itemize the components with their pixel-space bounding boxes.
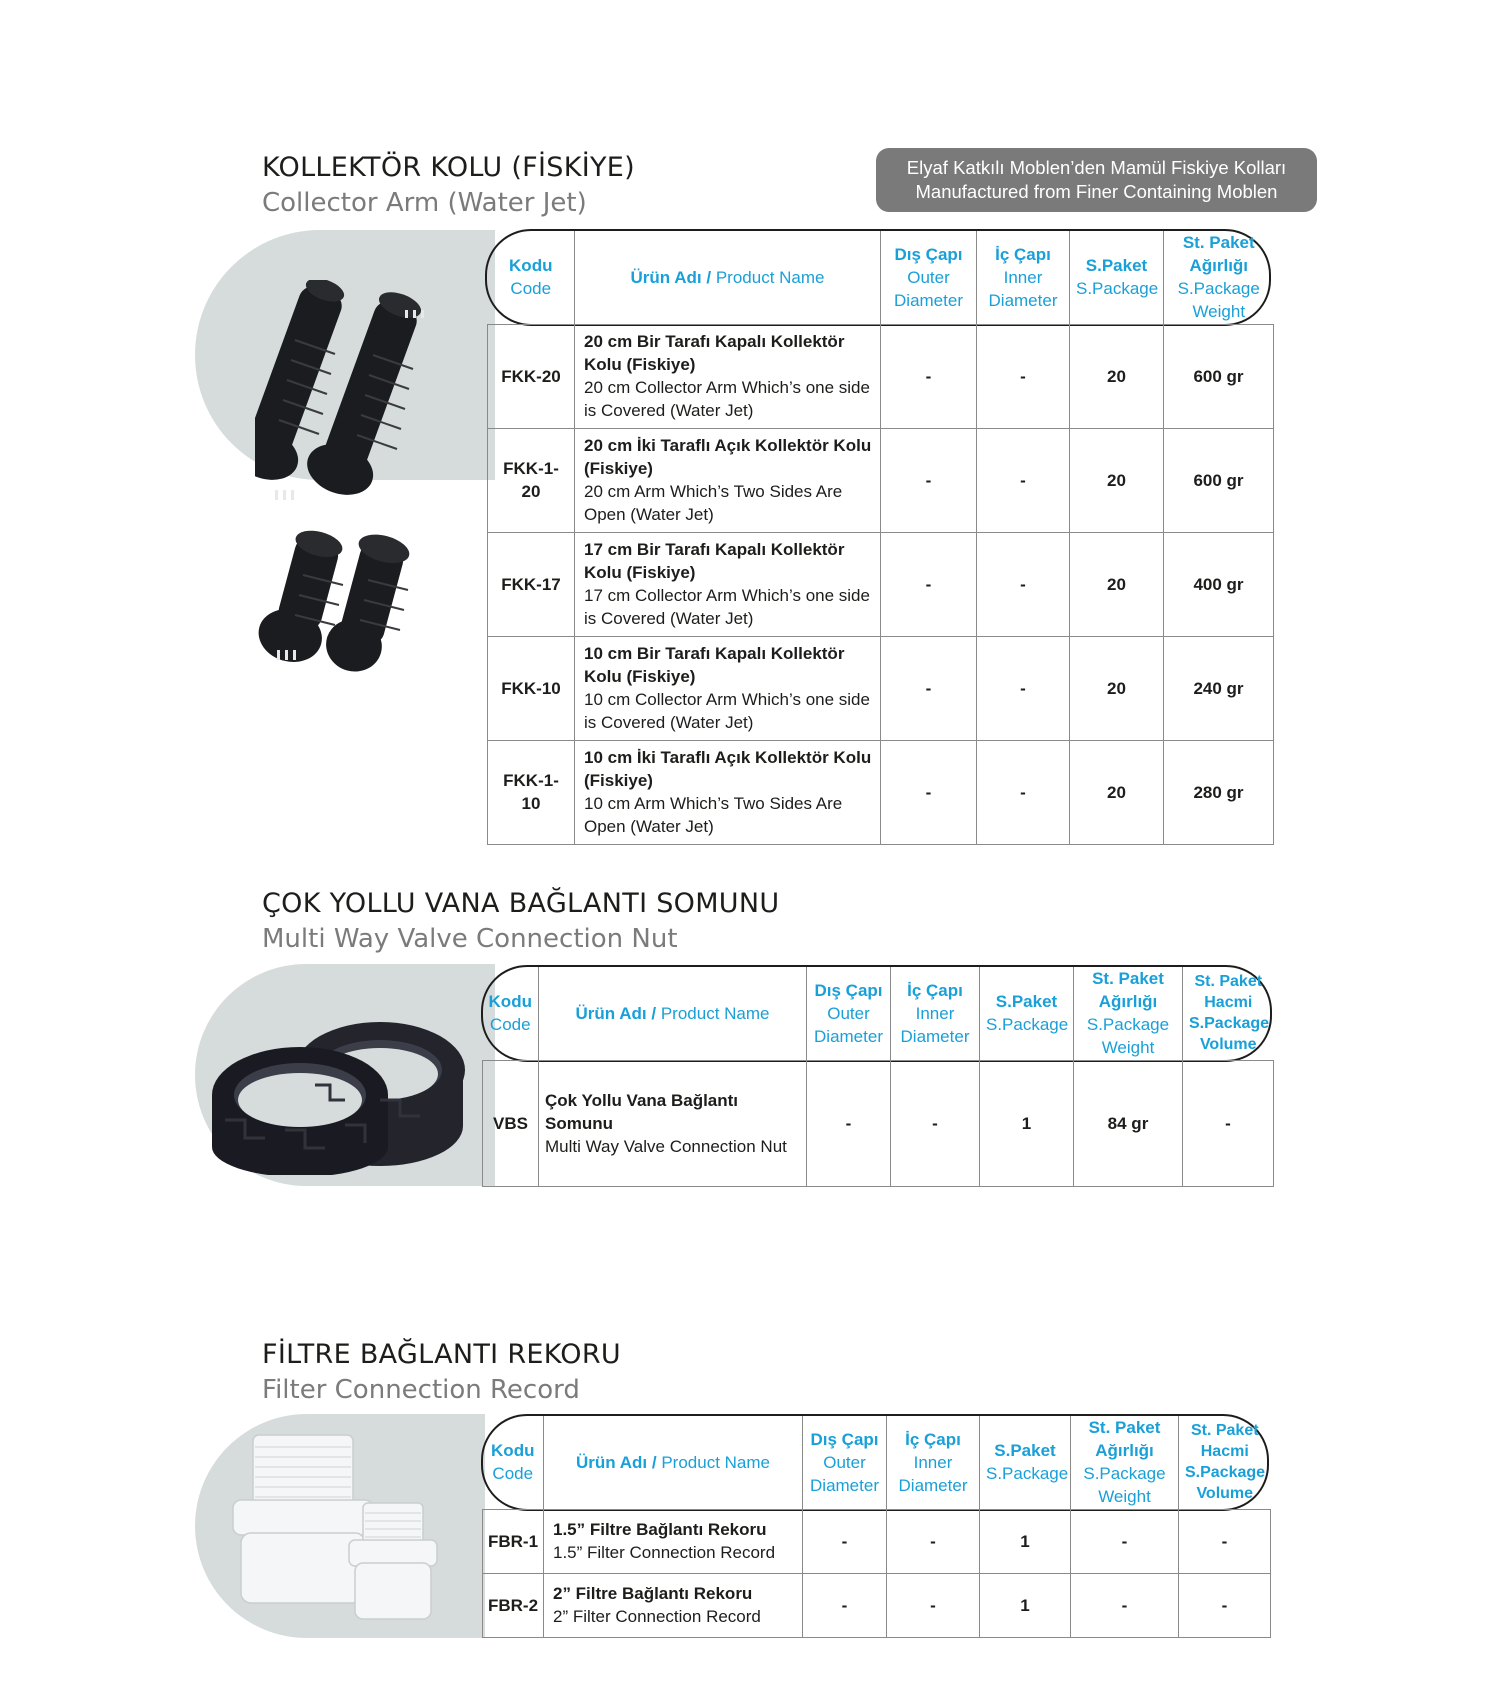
row-code: FBR-2 [483,1573,544,1637]
valve-nut-table [482,967,1274,1187]
fitting-small-thread [363,1503,423,1545]
header-package: S.Paket S.Package [1070,231,1164,324]
row-product-name: Çok Yollu Vana Bağlantı Somunu Multi Way Valve Connection Nut [539,1060,807,1186]
row-inner: - [977,532,1070,636]
row-weight: 400 gr [1164,532,1274,636]
row-weight: 600 gr [1164,428,1274,532]
row-product-name: 2” Filtre Bağlantı Rekoru 2” Filter Connection Record [544,1573,803,1637]
row-package: 20 [1070,428,1164,532]
row-package: 20 [1070,324,1164,428]
row-inner: - [887,1509,980,1573]
section-title-en: Collector Arm (Water Jet) [262,188,587,218]
filter-record-table [482,1416,1271,1638]
row-weight: - [1071,1509,1179,1573]
table-row [483,1573,1271,1637]
section-title-en: Multi Way Valve Connection Nut [262,924,678,954]
row-volume: - [1179,1509,1271,1573]
header-product-name: Ürün Adı / Product Name [539,967,807,1060]
header-outer-diameter: Dış Çapı Outer Diameter [803,1416,887,1509]
row-code: FKK-17 [488,532,575,636]
row-product-name: 20 cm İki Taraflı Açık Kollektör Kolu (Fiskiye) 20 cm Arm Which’s Two Sides Are Open (Water Jet) [575,428,881,532]
section-title-tr: KOLLEKTÖR KOLU (FİSKİYE) [262,152,635,183]
table-header-row [488,231,1274,324]
row-product-name: 10 cm Bir Tarafı Kapalı Kollektör Kolu (Fiskiye) 10 cm Collector Arm Which’s one side is Covered (Water Jet) [575,636,881,740]
row-code: FKK-1-20 [488,428,575,532]
section-title-tr: FİLTRE BAĞLANTI REKORU [262,1339,621,1370]
collector-arm-photo [255,280,455,690]
row-code: FBR-1 [483,1509,544,1573]
row-inner: - [977,636,1070,740]
table-row [488,636,1274,740]
row-package: 1 [980,1573,1071,1637]
header-package-weight: St. Paket Ağırlığı S.Package Weight [1074,967,1183,1060]
row-code: FKK-1-10 [488,740,575,844]
collector-arm-table [487,231,1274,845]
header-product-name: Ürün Adı / Product Name [575,231,881,324]
row-package: 20 [1070,740,1164,844]
section-title-tr: ÇOK YOLLU VANA BAĞLANTI SOMUNU [262,888,780,919]
row-outer: - [881,740,977,844]
row-inner: - [887,1573,980,1637]
row-weight: 240 gr [1164,636,1274,740]
row-volume: - [1179,1573,1271,1637]
row-outer: - [807,1060,891,1186]
row-weight: - [1071,1573,1179,1637]
row-inner: - [977,428,1070,532]
header-product-name: Ürün Adı / Product Name [544,1416,803,1509]
row-outer: - [803,1573,887,1637]
row-product-name: 1.5” Filtre Bağlantı Rekoru 1.5” Filter Connection Record [544,1509,803,1573]
section-title-en: Filter Connection Record [262,1375,580,1405]
table-row [488,740,1274,844]
row-outer: - [881,324,977,428]
row-volume: - [1183,1060,1274,1186]
table-row [488,428,1274,532]
row-weight: 280 gr [1164,740,1274,844]
table-header-row [483,1416,1271,1509]
table-row [483,1509,1271,1573]
row-code: FKK-10 [488,636,575,740]
row-weight: 84 gr [1074,1060,1183,1186]
header-inner-diameter: İç Çapı Inner Diameter [887,1416,980,1509]
table-header-row [483,967,1274,1060]
table-row [483,1060,1274,1186]
row-code: FKK-20 [488,324,575,428]
header-package-volume: St. Paket Hacmi S.Package Volume [1179,1416,1271,1509]
row-outer: - [881,532,977,636]
row-inner: - [891,1060,980,1186]
table-row [488,532,1274,636]
header-package-weight: St. Paket Ağırlığı S.Package Weight [1071,1416,1179,1509]
row-inner: - [977,740,1070,844]
header-package-weight: St. Paket Ağırlığı S.Package Weight [1164,231,1274,324]
valve-nut-photo [205,990,475,1175]
header-package: S.Paket S.Package [980,1416,1071,1509]
material-note-badge [876,148,1317,212]
row-package: 1 [980,1060,1074,1186]
note-line-2: Manufactured from Finer Containing Moblen [915,181,1278,202]
header-code: Kodu Code [491,1441,535,1484]
header-code: Kodu Code [509,256,553,299]
row-inner: - [977,324,1070,428]
fitting-large-thread [253,1435,353,1505]
row-outer: - [881,428,977,532]
row-product-name: 17 cm Bir Tarafı Kapalı Kollektör Kolu (Fiskiye) 17 cm Collector Arm Which’s one side is Covered (Water Jet) [575,532,881,636]
note-line-1: Elyaf Katkılı Moblen’den Mamül Fiskiye Kolları [906,157,1287,178]
header-outer-diameter: Dış Çapı Outer Diameter [881,231,977,324]
header-inner-diameter: İç Çapı Inner Diameter [891,967,980,1060]
header-inner-diameter: İç Çapı Inner Diameter [977,231,1070,324]
row-package: 1 [980,1509,1071,1573]
header-code: Kodu Code [488,992,532,1035]
row-outer: - [803,1509,887,1573]
header-package: S.Paket S.Package [980,967,1074,1060]
filter-record-photo [225,1425,465,1630]
row-code: VBS [483,1060,539,1186]
row-product-name: 10 cm İki Taraflı Açık Kollektör Kolu (Fiskiye) 10 cm Arm Which’s Two Sides Are Open (Water Jet) [575,740,881,844]
row-outer: - [881,636,977,740]
row-weight: 600 gr [1164,324,1274,428]
row-package: 20 [1070,636,1164,740]
row-package: 20 [1070,532,1164,636]
row-product-name: 20 cm Bir Tarafı Kapalı Kollektör Kolu (Fiskiye) 20 cm Collector Arm Which’s one side is Covered (Water Jet) [575,324,881,428]
table-row [488,324,1274,428]
header-outer-diameter: Dış Çapı Outer Diameter [807,967,891,1060]
header-package-volume: St. Paket Hacmi S.Package Volume [1183,967,1274,1060]
